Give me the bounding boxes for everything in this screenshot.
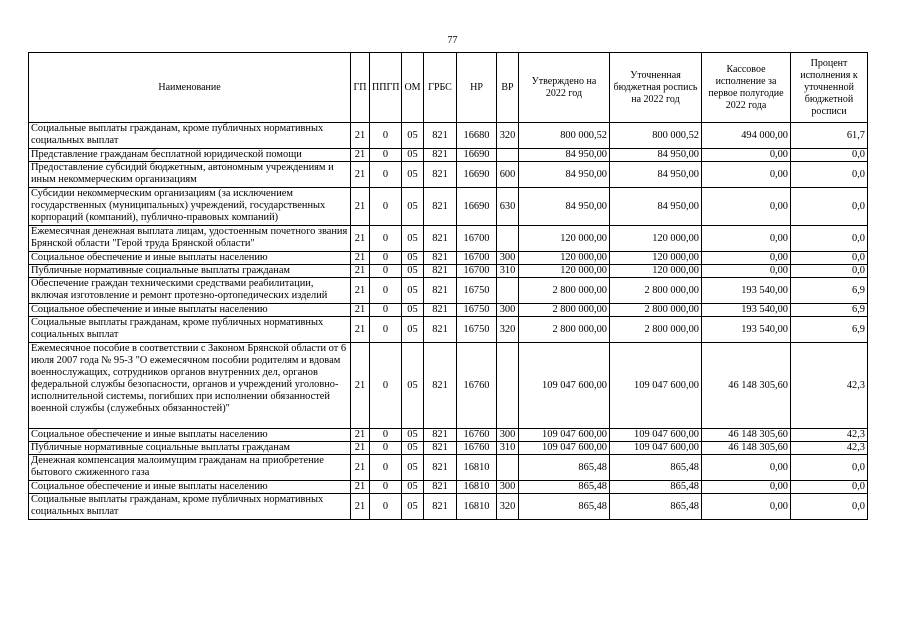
cell-grbs: 821: [424, 317, 457, 343]
cell-ppgp: 0: [370, 188, 402, 226]
cell-om: 05: [402, 123, 424, 149]
cell-np: 16690: [457, 149, 497, 162]
cell-grbs: 821: [424, 265, 457, 278]
cell-name: Субсидии некоммерческим организациям (за исключением государственных (муниципальных) учреждений, государственных корпораций (компаний), публично-правовых компаний): [29, 188, 351, 226]
cell-approved: 800 000,52: [519, 123, 610, 149]
table-row: [29, 343, 868, 429]
cell-gp: 21: [351, 252, 370, 265]
cell-cash: 0,00: [702, 252, 791, 265]
cell-refined: 120 000,00: [610, 226, 702, 252]
budget-execution-table: [28, 52, 868, 520]
cell-approved: 2 800 000,00: [519, 317, 610, 343]
cell-cash: 0,00: [702, 481, 791, 494]
cell-np: 16700: [457, 252, 497, 265]
cell-ppgp: 0: [370, 442, 402, 455]
cell-cash: 193 540,00: [702, 317, 791, 343]
col-header-ppgp: ППГП: [370, 53, 402, 123]
cell-np: 16700: [457, 226, 497, 252]
cell-cash: 0,00: [702, 265, 791, 278]
cell-vr: [497, 278, 519, 304]
cell-vr: 320: [497, 494, 519, 520]
cell-refined: 2 800 000,00: [610, 278, 702, 304]
cell-grbs: 821: [424, 226, 457, 252]
cell-ppgp: 0: [370, 123, 402, 149]
cell-grbs: 821: [424, 123, 457, 149]
cell-np: 16810: [457, 494, 497, 520]
col-header-cash: Кассовое исполнение за первое полугодие 2022 года: [702, 53, 791, 123]
cell-percent: 6,9: [791, 278, 868, 304]
cell-gp: 21: [351, 265, 370, 278]
cell-gp: 21: [351, 429, 370, 442]
cell-cash: 46 148 305,60: [702, 429, 791, 442]
cell-om: 05: [402, 226, 424, 252]
cell-name: Предоставление субсидий бюджетным, автономным учреждениям и иным некоммерческим организациям: [29, 162, 351, 188]
col-header-grbs: ГРБС: [424, 53, 457, 123]
cell-gp: 21: [351, 442, 370, 455]
table-row: [29, 149, 868, 162]
cell-refined: 865,48: [610, 494, 702, 520]
cell-refined: 84 950,00: [610, 149, 702, 162]
cell-grbs: 821: [424, 494, 457, 520]
table-row: [29, 123, 868, 149]
cell-approved: 120 000,00: [519, 226, 610, 252]
cell-om: 05: [402, 455, 424, 481]
cell-percent: 42,3: [791, 442, 868, 455]
cell-name: Представление гражданам бесплатной юридической помощи: [29, 149, 351, 162]
cell-ppgp: 0: [370, 162, 402, 188]
cell-percent: 0,0: [791, 455, 868, 481]
col-header-gp: ГП: [351, 53, 370, 123]
table-row: [29, 494, 868, 520]
cell-cash: 0,00: [702, 188, 791, 226]
cell-gp: 21: [351, 481, 370, 494]
cell-percent: 0,0: [791, 226, 868, 252]
cell-grbs: 821: [424, 442, 457, 455]
cell-gp: 21: [351, 123, 370, 149]
cell-percent: 0,0: [791, 162, 868, 188]
cell-approved: 120 000,00: [519, 252, 610, 265]
cell-approved: 2 800 000,00: [519, 304, 610, 317]
cell-cash: 0,00: [702, 149, 791, 162]
cell-percent: 6,9: [791, 304, 868, 317]
cell-np: 16760: [457, 442, 497, 455]
cell-gp: 21: [351, 162, 370, 188]
cell-gp: 21: [351, 343, 370, 429]
table-row: [29, 162, 868, 188]
cell-np: 16760: [457, 429, 497, 442]
cell-om: 05: [402, 162, 424, 188]
table-row: [29, 265, 868, 278]
cell-grbs: 821: [424, 481, 457, 494]
cell-om: 05: [402, 304, 424, 317]
cell-approved: 84 950,00: [519, 149, 610, 162]
cell-name: Публичные нормативные социальные выплаты гражданам: [29, 442, 351, 455]
cell-om: 05: [402, 252, 424, 265]
cell-np: 16810: [457, 455, 497, 481]
cell-gp: 21: [351, 494, 370, 520]
cell-om: 05: [402, 442, 424, 455]
cell-ppgp: 0: [370, 265, 402, 278]
cell-name: Социальное обеспечение и иные выплаты населению: [29, 481, 351, 494]
cell-name: Обеспечение граждан техническими средствами реабилитации, включая изготовление и ремонт протезно-ортопедических изделий: [29, 278, 351, 304]
cell-percent: 42,3: [791, 429, 868, 442]
cell-refined: 109 047 600,00: [610, 429, 702, 442]
cell-cash: 0,00: [702, 226, 791, 252]
cell-vr: 310: [497, 265, 519, 278]
cell-name: Публичные нормативные социальные выплаты гражданам: [29, 265, 351, 278]
cell-om: 05: [402, 317, 424, 343]
table-row: [29, 455, 868, 481]
table-row: [29, 317, 868, 343]
cell-np: 16810: [457, 481, 497, 494]
cell-percent: 6,9: [791, 317, 868, 343]
cell-om: 05: [402, 149, 424, 162]
cell-np: 16700: [457, 265, 497, 278]
cell-approved: 109 047 600,00: [519, 442, 610, 455]
col-header-name: Наименование: [29, 53, 351, 123]
cell-percent: 0,0: [791, 188, 868, 226]
col-header-om: ОМ: [402, 53, 424, 123]
cell-grbs: 821: [424, 429, 457, 442]
cell-grbs: 821: [424, 162, 457, 188]
cell-refined: 84 950,00: [610, 162, 702, 188]
cell-vr: 300: [497, 304, 519, 317]
cell-name: Ежемесячная денежная выплата лицам, удостоенным почетного звания Брянской области "Герой труда Брянской области": [29, 226, 351, 252]
cell-name: Социальное обеспечение и иные выплаты населению: [29, 304, 351, 317]
cell-percent: 0,0: [791, 481, 868, 494]
col-header-np: НР: [457, 53, 497, 123]
cell-percent: 42,3: [791, 343, 868, 429]
cell-ppgp: 0: [370, 343, 402, 429]
table-row: [29, 304, 868, 317]
cell-gp: 21: [351, 455, 370, 481]
cell-percent: 0,0: [791, 265, 868, 278]
cell-np: 16690: [457, 162, 497, 188]
col-header-percent: Процент исполнения к уточненной бюджетной росписи: [791, 53, 868, 123]
cell-om: 05: [402, 481, 424, 494]
table-header-row: [29, 53, 868, 123]
cell-grbs: 821: [424, 252, 457, 265]
cell-approved: 865,48: [519, 481, 610, 494]
cell-grbs: 821: [424, 278, 457, 304]
cell-ppgp: 0: [370, 481, 402, 494]
page-number: 77: [447, 35, 458, 46]
cell-refined: 109 047 600,00: [610, 343, 702, 429]
cell-percent: 0,0: [791, 149, 868, 162]
cell-cash: 0,00: [702, 455, 791, 481]
table-row: [29, 188, 868, 226]
cell-gp: 21: [351, 317, 370, 343]
cell-ppgp: 0: [370, 304, 402, 317]
cell-np: 16750: [457, 278, 497, 304]
col-header-refined: Уточненная бюджетная роспись на 2022 год: [610, 53, 702, 123]
cell-ppgp: 0: [370, 429, 402, 442]
cell-grbs: 821: [424, 304, 457, 317]
table-row: [29, 429, 868, 442]
cell-grbs: 821: [424, 343, 457, 429]
cell-gp: 21: [351, 149, 370, 162]
cell-ppgp: 0: [370, 252, 402, 265]
cell-vr: 300: [497, 429, 519, 442]
cell-om: 05: [402, 494, 424, 520]
cell-refined: 2 800 000,00: [610, 304, 702, 317]
cell-vr: 310: [497, 442, 519, 455]
cell-cash: 46 148 305,60: [702, 442, 791, 455]
col-header-approved: Утверждено на 2022 год: [519, 53, 610, 123]
cell-gp: 21: [351, 278, 370, 304]
cell-refined: 865,48: [610, 455, 702, 481]
cell-refined: 120 000,00: [610, 265, 702, 278]
cell-refined: 865,48: [610, 481, 702, 494]
cell-om: 05: [402, 278, 424, 304]
cell-refined: 800 000,52: [610, 123, 702, 149]
cell-approved: 2 800 000,00: [519, 278, 610, 304]
cell-ppgp: 0: [370, 455, 402, 481]
table-row: [29, 226, 868, 252]
table-row: [29, 442, 868, 455]
cell-vr: 300: [497, 481, 519, 494]
cell-cash: 193 540,00: [702, 278, 791, 304]
cell-cash: 0,00: [702, 162, 791, 188]
table-row: [29, 278, 868, 304]
cell-cash: 193 540,00: [702, 304, 791, 317]
cell-np: 16690: [457, 188, 497, 226]
cell-np: 16680: [457, 123, 497, 149]
cell-gp: 21: [351, 188, 370, 226]
cell-vr: 320: [497, 317, 519, 343]
cell-percent: 0,0: [791, 252, 868, 265]
cell-grbs: 821: [424, 455, 457, 481]
cell-vr: 320: [497, 123, 519, 149]
cell-approved: 109 047 600,00: [519, 429, 610, 442]
cell-refined: 2 800 000,00: [610, 317, 702, 343]
cell-gp: 21: [351, 226, 370, 252]
cell-ppgp: 0: [370, 226, 402, 252]
cell-np: 16750: [457, 304, 497, 317]
cell-ppgp: 0: [370, 149, 402, 162]
cell-gp: 21: [351, 304, 370, 317]
cell-np: 16760: [457, 343, 497, 429]
cell-ppgp: 0: [370, 317, 402, 343]
cell-vr: [497, 455, 519, 481]
cell-grbs: 821: [424, 149, 457, 162]
cell-grbs: 821: [424, 188, 457, 226]
cell-ppgp: 0: [370, 494, 402, 520]
cell-approved: 84 950,00: [519, 162, 610, 188]
cell-name: Социальное обеспечение и иные выплаты населению: [29, 252, 351, 265]
table-row: [29, 481, 868, 494]
cell-refined: 120 000,00: [610, 252, 702, 265]
cell-vr: 300: [497, 252, 519, 265]
cell-name: Ежемесячное пособие в соответствии с Законом Брянской области от 6 июля 2007 года № 95-З "О ежемесячном пособии родителям и вдовам военнослужащих, сотрудников органов внутренних дел, органов федеральной службы безопасности, органов и учреждений уголовно-исполнительной системы, погибших при исполнении обязанностей военной службы (служебных обязанностей)": [29, 343, 351, 429]
cell-refined: 84 950,00: [610, 188, 702, 226]
cell-refined: 109 047 600,00: [610, 442, 702, 455]
cell-np: 16750: [457, 317, 497, 343]
cell-cash: 46 148 305,60: [702, 343, 791, 429]
cell-vr: [497, 226, 519, 252]
cell-percent: 61,7: [791, 123, 868, 149]
cell-approved: 109 047 600,00: [519, 343, 610, 429]
cell-percent: 0,0: [791, 494, 868, 520]
cell-cash: 0,00: [702, 494, 791, 520]
cell-name: Социальные выплаты гражданам, кроме публичных нормативных социальных выплат: [29, 494, 351, 520]
cell-approved: 865,48: [519, 494, 610, 520]
cell-approved: 84 950,00: [519, 188, 610, 226]
cell-approved: 120 000,00: [519, 265, 610, 278]
col-header-vr: ВР: [497, 53, 519, 123]
cell-approved: 865,48: [519, 455, 610, 481]
cell-vr: [497, 149, 519, 162]
cell-name: Денежная компенсация малоимущим гражданам на приобретение бытового сжиженного газа: [29, 455, 351, 481]
cell-om: 05: [402, 429, 424, 442]
cell-vr: [497, 343, 519, 429]
cell-name: Социальные выплаты гражданам, кроме публичных нормативных социальных выплат: [29, 317, 351, 343]
cell-vr: 630: [497, 188, 519, 226]
cell-om: 05: [402, 188, 424, 226]
cell-vr: 600: [497, 162, 519, 188]
table-row: [29, 252, 868, 265]
cell-cash: 494 000,00: [702, 123, 791, 149]
cell-name: Социальное обеспечение и иные выплаты населению: [29, 429, 351, 442]
cell-ppgp: 0: [370, 278, 402, 304]
cell-om: 05: [402, 343, 424, 429]
cell-name: Социальные выплаты гражданам, кроме публичных нормативных социальных выплат: [29, 123, 351, 149]
cell-om: 05: [402, 265, 424, 278]
